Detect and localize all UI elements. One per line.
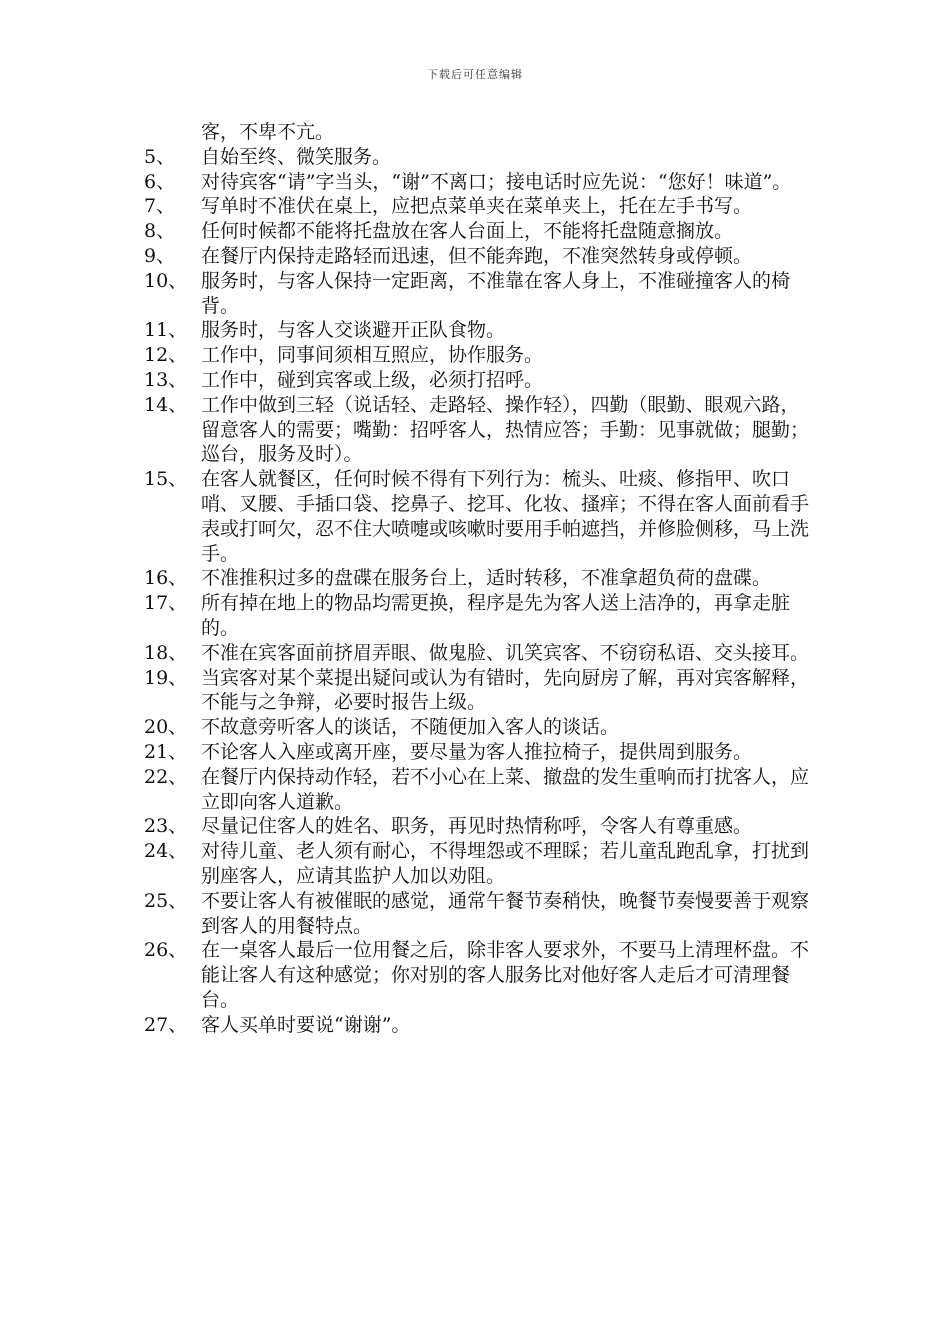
- list-item: [0, 839, 950, 889]
- item-number: 20、: [144, 716, 188, 739]
- list-item: [0, 318, 950, 343]
- rules-list: [0, 120, 950, 1037]
- list-item: [0, 740, 950, 765]
- item-number: 27、: [144, 1013, 188, 1036]
- item-number: 13、: [144, 368, 188, 391]
- item-text: 不故意旁听客人的谈话，不随便加入客人的谈话。: [201, 716, 620, 739]
- list-item: [0, 244, 950, 269]
- item-number: 26、: [144, 939, 188, 962]
- item-text: 自始至终、微笑服务。: [201, 145, 392, 168]
- item-text: 工作中做到三轻（说话轻、走路轻、操作轻），四勤（眼勤、眼观六路，留意客人的需要；嘴勤：招呼客人，热情应答；手勤：见事就做；腿勤；巡台，服务及时）。: [201, 393, 810, 466]
- item-number: 17、: [144, 592, 188, 615]
- list-item: [0, 666, 950, 716]
- list-item: [0, 194, 950, 219]
- item-text: 所有掉在地上的物品均需更换，程序是先为客人送上洁净的，再拿走脏的。: [201, 592, 791, 639]
- item-text: 客人买单时要说“谢谢”。: [201, 1013, 411, 1036]
- item-number: 21、: [144, 740, 188, 763]
- item-text: 对待儿童、老人须有耐心，不得埋怨或不理睬；若儿童乱跑乱拿，打扰到别座客人，应请其监护人加以劝阻。: [201, 840, 810, 887]
- list-item: [0, 889, 950, 939]
- item-number: 8、: [144, 220, 176, 243]
- item-text: 当宾客对某个菜提出疑问或认为有错时，先向厨房了解，再对宾客解释，不能与之争辩，必要时报告上级。: [201, 666, 810, 714]
- item-number: 12、: [144, 344, 188, 367]
- item-number: 11、: [144, 319, 188, 342]
- item-number: 15、: [144, 468, 188, 491]
- item-number: 7、: [144, 195, 176, 218]
- item-text: 工作中，碰到宾客或上级，必须打招呼。: [201, 368, 544, 391]
- item-text: 尽量记住客人的姓名、职务，再见时热情称呼，令客人有尊重感。: [201, 815, 753, 838]
- item-text: 不准推积过多的盘碟在服务台上，适时转移，不准拿超负荷的盘碟。: [201, 567, 772, 590]
- list-item: [0, 393, 950, 467]
- list-item: [0, 641, 950, 666]
- item-number: 16、: [144, 567, 188, 590]
- list-item: [0, 343, 950, 368]
- item-number: 9、: [144, 244, 176, 267]
- list-item: [0, 591, 950, 641]
- list-item: [0, 368, 950, 393]
- list-item: [0, 814, 950, 839]
- item-number: 24、: [144, 840, 188, 863]
- item-text: 不要让客人有被催眠的感觉，通常午餐节奏稍快，晚餐节奏慢要善于观察到客人的用餐特点。: [201, 889, 810, 937]
- list-item: [0, 145, 950, 170]
- item-text: 在餐厅内保持走路轻而迅速，但不能奔跑，不准突然转身或停顿。: [201, 244, 753, 267]
- list-item: [0, 1013, 950, 1038]
- item-text: 在餐厅内保持动作轻，若不小心在上菜、撤盘的发生重响而打扰客人，应立即向客人道歉。: [201, 765, 810, 813]
- list-item: [0, 765, 950, 815]
- list-item: [0, 170, 950, 195]
- item-number: 10、: [144, 269, 188, 292]
- item-text: 不论客人入座或离开座，要尽量为客人推拉椅子，提供周到服务。: [201, 740, 753, 763]
- list-item: [0, 219, 950, 244]
- item-text: 在一桌客人最后一位用餐之后，除非客人要求外，不要马上清理杯盘。不能让客人有这种感觉；你对别的客人服务比对他好客人走后才可清理餐台。: [201, 939, 810, 1011]
- list-item: [0, 120, 950, 145]
- item-text: 不准在宾客面前挤眉弄眼、做鬼脸、讥笑宾客、不窃窃私语、交头接耳。: [201, 641, 810, 664]
- item-text: 在客人就餐区，任何时候不得有下列行为：梳头、吐痰、修指甲、吹口哨、叉腰、手插口袋、挖鼻子、挖耳、化妆、搔痒；不得在客人面前看手表或打呵欠，忍不住大喷嚏或咳嗽时要用手帕遮挡，并修脸侧移，马上洗手。: [201, 468, 810, 565]
- item-text: 服务时，与客人交谈避开正队食物。: [201, 319, 506, 342]
- item-number: 6、: [144, 170, 176, 193]
- page-header: 下载后可任意编辑: [427, 68, 523, 81]
- item-text: 对待宾客“请”字当头，“谢”不离口；接电话时应先说：“您好！味道”。: [201, 170, 792, 193]
- item-number: 5、: [144, 145, 176, 168]
- item-number: 22、: [144, 765, 188, 788]
- list-item: [0, 715, 950, 740]
- item-text: 客，不卑不亢。: [201, 121, 335, 143]
- item-text: 任何时候都不能将托盘放在客人台面上，不能将托盘随意搁放。: [201, 220, 734, 243]
- item-number: 25、: [144, 889, 188, 912]
- item-number: 18、: [144, 641, 188, 664]
- item-text: 服务时，与客人保持一定距离，不准靠在客人身上，不准碰撞客人的椅背。: [201, 269, 791, 317]
- list-item: [0, 467, 950, 566]
- list-item: [0, 269, 950, 319]
- item-number: 14、: [144, 393, 188, 416]
- list-item: [0, 566, 950, 591]
- item-text: 写单时不准伏在桌上，应把点菜单夹在菜单夹上，托在左手书写。: [201, 195, 753, 218]
- item-text: 工作中，同事间须相互照应，协作服务。: [201, 344, 544, 367]
- list-item: [0, 938, 950, 1012]
- item-number: 19、: [144, 666, 188, 689]
- item-number: 23、: [144, 815, 188, 838]
